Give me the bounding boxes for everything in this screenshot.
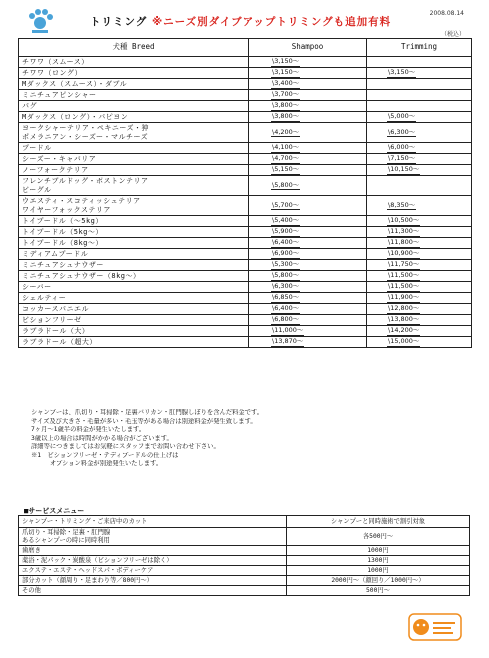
- price-row: [19, 271, 472, 282]
- shampoo-price: \6,300〜: [272, 282, 300, 291]
- trimming-price: \13,800〜: [388, 315, 420, 324]
- note-line: 詳細等につきましてはお気軽にスタッフまでお問い合わせ下さい。: [31, 443, 220, 450]
- service-header-left: シャンプー・トリミング・ご来店中のカット: [19, 516, 287, 528]
- shampoo-price-cell: [249, 176, 367, 196]
- price-table-header: [19, 39, 472, 57]
- price-row: [19, 227, 472, 238]
- trimming-price: \7,150〜: [388, 154, 416, 163]
- trimming-price-cell: [367, 260, 472, 271]
- shampoo-price-cell: [249, 101, 367, 112]
- shampoo-price: \5,300〜: [272, 260, 300, 269]
- price-table: [18, 38, 472, 348]
- breed-name: ビションフリーゼ: [22, 315, 82, 324]
- breed-name: トイプードル（～5kg）: [22, 216, 103, 225]
- breed-cell: [19, 112, 249, 123]
- shampoo-price: \3,700〜: [272, 90, 300, 99]
- trimming-price-cell: [367, 165, 472, 176]
- service-header-right: シャンプーと同時施術で割引対象: [287, 516, 470, 528]
- trimming-price: \8,350〜: [388, 200, 416, 209]
- trimming-price: \11,750〜: [388, 260, 420, 269]
- shampoo-price-cell: [249, 196, 367, 216]
- col-trimming: Trimming: [367, 39, 472, 57]
- trimming-price: \11,900〜: [388, 293, 420, 302]
- breed-cell: [19, 304, 249, 315]
- breed-name: トイプードル（5kg～）: [22, 227, 103, 236]
- shampoo-price-cell: [249, 282, 367, 293]
- shampoo-price-cell: [249, 293, 367, 304]
- shampoo-price-cell: [249, 227, 367, 238]
- service-price: 1000円: [287, 546, 470, 556]
- note-line: オプション料金が別途発生いたします。: [31, 460, 163, 467]
- shop-mascot-icon: [407, 610, 463, 642]
- breed-cell: [19, 238, 249, 249]
- breed-cell: [19, 216, 249, 227]
- price-row: [19, 68, 472, 79]
- service-row: [19, 546, 470, 556]
- shampoo-price-cell: [249, 90, 367, 101]
- shampoo-price-cell: [249, 304, 367, 315]
- trimming-price-cell: [367, 271, 472, 282]
- service-name-line: あるシャンプーの時に同時利用: [22, 536, 110, 544]
- trimming-price: \10,900〜: [388, 249, 420, 258]
- price-row: [19, 249, 472, 260]
- price-row: [19, 165, 472, 176]
- breed-cell: [19, 143, 249, 154]
- breed-cell: [19, 315, 249, 326]
- breed-name: プードル: [22, 143, 52, 152]
- breed-name: コッカースパニエル: [22, 304, 90, 313]
- trimming-price-cell: [367, 326, 472, 337]
- shampoo-price-cell: [249, 154, 367, 165]
- shampoo-price: \5,150〜: [272, 165, 300, 174]
- shampoo-price-cell: [249, 68, 367, 79]
- breed-cell: [19, 227, 249, 238]
- breed-cell: [19, 260, 249, 271]
- shampoo-price: \6,800〜: [272, 315, 300, 324]
- trimming-price-cell: [367, 176, 472, 196]
- price-row: [19, 123, 472, 143]
- breed-cell: [19, 57, 249, 68]
- shampoo-price: \5,400〜: [272, 216, 300, 225]
- breed-name: ミニチュアシュナウザー: [22, 260, 104, 269]
- breed-cell: [19, 123, 249, 143]
- service-name-line: 爪切り・耳掃除・足裏・肛門腺: [22, 528, 111, 536]
- shampoo-price: \3,150〜: [272, 68, 300, 77]
- breed-cell: [19, 271, 249, 282]
- trimming-price: \10,500〜: [388, 216, 420, 225]
- price-row: [19, 57, 472, 68]
- trimming-price: \15,000〜: [388, 337, 420, 346]
- breed-cell: [19, 165, 249, 176]
- service-name: [19, 528, 287, 546]
- breed-name: Mダックス（スムース）・ダブル: [22, 79, 128, 88]
- price-row: [19, 154, 472, 165]
- col-shampoo: Shampoo: [249, 39, 367, 57]
- breed-name: フレンチブルドッグ・ボストンテリア: [22, 177, 149, 186]
- price-row: [19, 112, 472, 123]
- shampoo-price: \4,100〜: [272, 143, 300, 152]
- shampoo-price-cell: [249, 238, 367, 249]
- service-row: [19, 586, 470, 596]
- breed-name: ミニチュアピンシャー: [22, 90, 97, 99]
- breed-cell: [19, 90, 249, 101]
- breed-name: パグ: [22, 101, 37, 110]
- shampoo-price: \6,900〜: [272, 249, 300, 258]
- service-name: [19, 556, 287, 566]
- price-row: [19, 282, 472, 293]
- price-row: [19, 304, 472, 315]
- trimming-price-cell: [367, 282, 472, 293]
- breed-name: チワワ（ロング）: [22, 68, 83, 77]
- breed-name: ビーグル: [22, 185, 52, 194]
- shampoo-price: \6,850〜: [272, 293, 300, 302]
- trimming-price: \14,200〜: [388, 326, 420, 335]
- shampoo-price-cell: [249, 249, 367, 260]
- shampoo-price: \3,150〜: [272, 57, 300, 66]
- trimming-price-cell: [367, 238, 472, 249]
- note-line: 3歳以上の場合は時間がかかる場合がございます。: [31, 434, 173, 442]
- breed-name: ラブラドール（超大）: [22, 337, 97, 346]
- shampoo-price: \3,800〜: [272, 101, 300, 110]
- shampoo-price-cell: [249, 79, 367, 90]
- breed-cell: [19, 196, 249, 216]
- notes-block: [31, 409, 451, 469]
- service-price: 各500円〜: [287, 528, 470, 546]
- breed-cell: [19, 249, 249, 260]
- note-line: シャンプーは、爪切り・耳掃除・足裏バリカン・肛門腺しぼりを含んだ料金です。: [31, 409, 264, 416]
- shampoo-price-cell: [249, 112, 367, 123]
- trimming-price-cell: [367, 123, 472, 143]
- breed-name: ミディアムプードル: [22, 249, 89, 258]
- service-menu-title: ■サービスメニュー: [24, 507, 85, 515]
- breed-name: ミニチュアシュナウザー（8kg～）: [22, 271, 141, 280]
- breed-name: Mダックス（ロング）・パピヨン: [22, 112, 129, 121]
- trimming-price-cell: [367, 154, 472, 165]
- shampoo-price-cell: [249, 216, 367, 227]
- trimming-price-cell: [367, 196, 472, 216]
- trimming-price-cell: [367, 304, 472, 315]
- breed-name: ラブラドール（大）: [22, 326, 90, 335]
- breed-name: ノーフォークテリア: [22, 165, 89, 174]
- breed-cell: [19, 101, 249, 112]
- breed-cell: [19, 282, 249, 293]
- title-main: トリミング: [90, 16, 148, 28]
- shampoo-price: \13,870〜: [272, 337, 304, 346]
- price-row: [19, 196, 472, 216]
- trimming-price-cell: [367, 249, 472, 260]
- breed-cell: [19, 326, 249, 337]
- trimming-price-cell: [367, 143, 472, 154]
- shampoo-price: \4,200〜: [272, 127, 300, 136]
- price-row: [19, 315, 472, 326]
- trimming-price: \10,150〜: [388, 165, 420, 174]
- breed-name: ワイヤーフォックステリア: [22, 205, 111, 214]
- price-row: [19, 79, 472, 90]
- trimming-price: \12,800〜: [388, 304, 420, 313]
- breed-cell: [19, 154, 249, 165]
- shampoo-price-cell: [249, 123, 367, 143]
- shampoo-price: \5,700〜: [272, 200, 300, 209]
- trimming-price: \6,000〜: [388, 143, 416, 152]
- trimming-price-cell: [367, 57, 472, 68]
- trimming-price: \11,800〜: [388, 238, 420, 247]
- service-name-line: 部分カット（顔周り・足まわり等／800円〜）: [22, 576, 153, 584]
- price-row: [19, 293, 472, 304]
- price-row: [19, 90, 472, 101]
- service-name: [19, 586, 287, 596]
- trimming-price-cell: [367, 216, 472, 227]
- breed-cell: [19, 68, 249, 79]
- breed-cell: [19, 79, 249, 90]
- price-row: [19, 143, 472, 154]
- trimming-price: \11,500〜: [388, 282, 420, 291]
- service-row: [19, 556, 470, 566]
- price-row: [19, 216, 472, 227]
- trimming-price: \6,300〜: [388, 127, 416, 136]
- service-name-line: エクステ・エステ・ヘッドスパ・ボディーケア: [22, 566, 154, 574]
- service-price: 1300円: [287, 556, 470, 566]
- price-row: [19, 260, 472, 271]
- shampoo-price-cell: [249, 57, 367, 68]
- shampoo-price-cell: [249, 260, 367, 271]
- service-name-line: 薬浴・泥パック・炭酸泉（ビションフリーゼは除く）: [22, 556, 173, 564]
- trimming-price: \5,000〜: [388, 112, 416, 121]
- breed-name: ポメラニアン・シーズー・マルチーズ: [22, 132, 149, 141]
- breed-name: ヨークシャーテリア・ペキニーズ・狆: [22, 124, 150, 133]
- trimming-price: \11,500〜: [388, 271, 420, 280]
- note-line: ※1 ビションフリーゼ・テディプードルの仕上げは: [31, 451, 179, 459]
- tax-note: （税込）: [440, 31, 465, 38]
- col-breed: 犬種 Breed: [19, 39, 249, 57]
- service-menu-table: [18, 515, 470, 596]
- note-line: 7ヶ月～1歳半の料金が発生いたします。: [31, 426, 146, 433]
- trimming-price-cell: [367, 79, 472, 90]
- shampoo-price-cell: [249, 337, 367, 348]
- service-name: [19, 576, 287, 586]
- page-title: [90, 14, 391, 29]
- trimming-price-cell: [367, 101, 472, 112]
- price-row: [19, 101, 472, 112]
- price-row: [19, 326, 472, 337]
- shampoo-price: \11,000〜: [272, 326, 304, 335]
- service-row: [19, 576, 470, 586]
- breed-name: ウエスティ・スコティッシュテリア: [22, 197, 141, 206]
- breed-cell: [19, 176, 249, 196]
- breed-cell: [19, 337, 249, 348]
- breed-name: チワワ（スムース）: [22, 57, 89, 66]
- shampoo-price: \3,400〜: [272, 79, 300, 88]
- shampoo-price: \5,900〜: [272, 227, 300, 236]
- trimming-price-cell: [367, 227, 472, 238]
- shampoo-price: \4,700〜: [272, 154, 300, 163]
- trimming-price: \3,150〜: [388, 68, 416, 77]
- price-row: [19, 337, 472, 348]
- shampoo-price-cell: [249, 165, 367, 176]
- paw-dog-logo-icon: [26, 8, 54, 34]
- shampoo-price: \5,800〜: [272, 271, 300, 280]
- service-name-line: 歯磨き: [22, 546, 41, 554]
- service-price: 500円〜: [287, 586, 470, 596]
- breed-name: シーバー: [22, 282, 52, 291]
- shampoo-price: \6,400〜: [272, 238, 300, 247]
- shampoo-price: \6,400〜: [272, 304, 300, 313]
- shampoo-price: \5,800〜: [272, 180, 300, 189]
- shampoo-price: \3,800〜: [272, 112, 300, 121]
- service-menu-header: [19, 516, 470, 528]
- note-line: サイズ及び大きさ・毛量が多い・毛玉等がある場合は別途料金が発生致します。: [31, 417, 257, 425]
- shampoo-price-cell: [249, 143, 367, 154]
- trimming-price-cell: [367, 112, 472, 123]
- service-price: 1000円: [287, 566, 470, 576]
- price-row: [19, 238, 472, 249]
- shampoo-price-cell: [249, 315, 367, 326]
- shampoo-price-cell: [249, 326, 367, 337]
- service-name-line: その他: [22, 586, 41, 594]
- shampoo-price-cell: [249, 271, 367, 282]
- trimming-price-cell: [367, 68, 472, 79]
- breed-name: シーズー・キャバリア: [22, 154, 97, 163]
- service-price: 2000円〜（顔回り／1000円〜）: [287, 576, 470, 586]
- trimming-price-cell: [367, 90, 472, 101]
- service-name: [19, 566, 287, 576]
- trimming-price: \11,300〜: [388, 227, 420, 236]
- service-row: [19, 566, 470, 576]
- service-row: [19, 528, 470, 546]
- price-row: [19, 176, 472, 196]
- breed-name: シェルティー: [22, 293, 67, 302]
- breed-name: トイプードル（8kg～）: [22, 238, 103, 247]
- trimming-price-cell: [367, 315, 472, 326]
- trimming-price-cell: [367, 337, 472, 348]
- breed-cell: [19, 293, 249, 304]
- service-name: [19, 546, 287, 556]
- title-highlight: ※ニーズ別ダイブアップトリミングも追加有料: [151, 16, 392, 28]
- date-stamp: 2008.08.14: [429, 10, 464, 17]
- trimming-price-cell: [367, 293, 472, 304]
